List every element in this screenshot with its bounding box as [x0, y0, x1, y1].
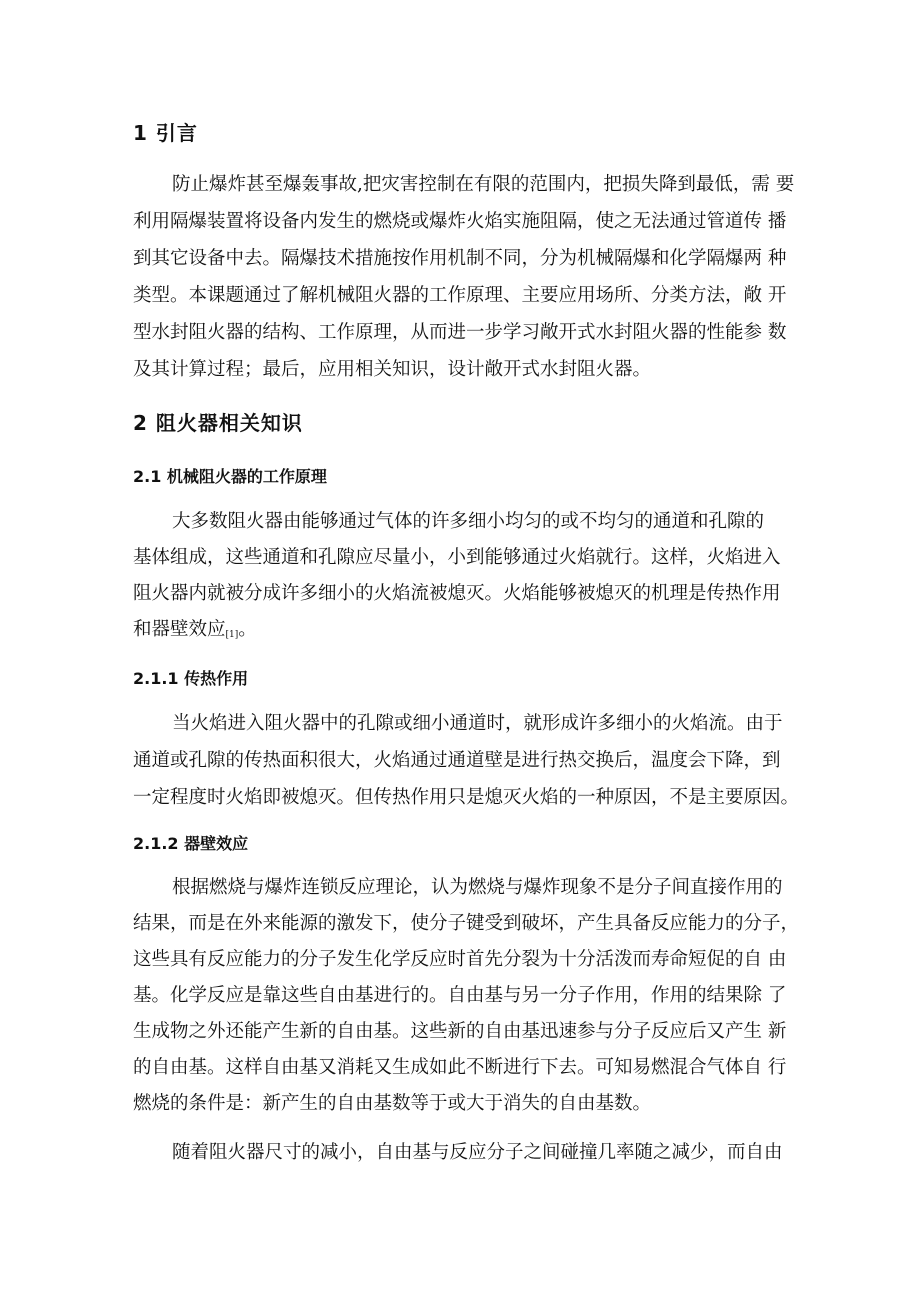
- s21-line-1: 大多数阻火器由能够通过气体的许多细小均匀的或不均匀的通道和孔隙的: [172, 511, 765, 532]
- s21-line-4: [133, 618, 257, 647]
- s212-line-7: 燃烧的条件是：新产生的自由基数等于或大于消失的自由基数。: [133, 1093, 652, 1114]
- intro-line-4: 类型。本课题通过了解机械阻火器的工作原理、主要应用场所、分类方法，敞 开: [133, 285, 787, 306]
- s21-line-4-text: 和器壁效应: [133, 619, 226, 640]
- s212-para2-line-1: 随着阻火器尺寸的减小，自由基与反应分子之间碰撞几率随之减少，而自由: [172, 1142, 783, 1163]
- intro-line-6: 及其计算过程；最后，应用相关知识，设计敞开式水封阻火器。: [133, 359, 652, 380]
- s212-line-6: 的自由基。这样自由基又消耗又生成如此不断进行下去。可知易燃混合气体自 行: [133, 1057, 787, 1078]
- s212-line-5: 生成物之外还能产生新的自由基。这些新的自由基迅速参与分子反应后又产生 新: [133, 1021, 787, 1042]
- s212-line-4: 基。化学反应是靠这些自由基进行的。自由基与另一分子作用，作用的结果除 了: [133, 985, 787, 1006]
- s211-line-2: 通道或孔隙的传热面积很大，火焰通过通道壁是进行热交换后，温度会下降，到: [133, 750, 781, 771]
- intro-line-1: 防止爆炸甚至爆轰事故,把灾害控制在有限的范围内，把损失降到最低，需 要: [172, 174, 795, 195]
- section-1-heading: 1 引言: [133, 121, 198, 145]
- section-2-heading: 2 阻火器相关知识: [133, 411, 303, 435]
- intro-line-3: 到其它设备中去。隔爆技术措施按作用机制不同，分为机械隔爆和化学隔爆两 种: [133, 248, 787, 269]
- s21-line-2: 基体组成，这些通道和孔隙应尽量小，小到能够通过火焰就行。这样，火焰进入: [133, 547, 781, 568]
- intro-line-5: 型水封阻火器的结构、工作原理，从而进一步学习敞开式水封阻火器的性能参 数: [133, 322, 787, 343]
- s21-line-3: 阻火器内就被分成许多细小的火焰流被熄灭。火焰能够被熄灭的机理是传热作用: [133, 583, 781, 604]
- section-2-1-2-heading: 2.1.2 器壁效应: [133, 834, 249, 853]
- s21-line-4-end: 。: [238, 619, 257, 640]
- section-2-1-heading: 2.1 机械阻火器的工作原理: [133, 467, 327, 486]
- s211-line-3: 一定程度时火焰即被熄灭。但传热作用只是熄灭火焰的一种原因，不是主要原因。: [133, 787, 800, 808]
- s212-line-2: 结果，而是在外来能源的激发下，使分子键受到破坏，产生具备反应能力的分子，: [133, 913, 800, 934]
- s211-line-1: 当火焰进入阻火器中的孔隙或细小通道时，就形成许多细小的火焰流。由于: [172, 713, 783, 734]
- citation-ref: [1]: [225, 630, 239, 640]
- section-2-1-1-heading: 2.1.1 传热作用: [133, 669, 249, 688]
- intro-line-2: 利用隔爆装置将设备内发生的燃烧或爆炸火焰实施阻隔，使之无法通过管道传 播: [133, 211, 787, 232]
- s212-line-3: 这些具有反应能力的分子发生化学反应时首先分裂为十分活泼而寿命短促的自 由: [133, 949, 787, 970]
- s212-line-1: 根据燃烧与爆炸连锁反应理论，认为燃烧与爆炸现象不是分子间直接作用的: [172, 877, 783, 898]
